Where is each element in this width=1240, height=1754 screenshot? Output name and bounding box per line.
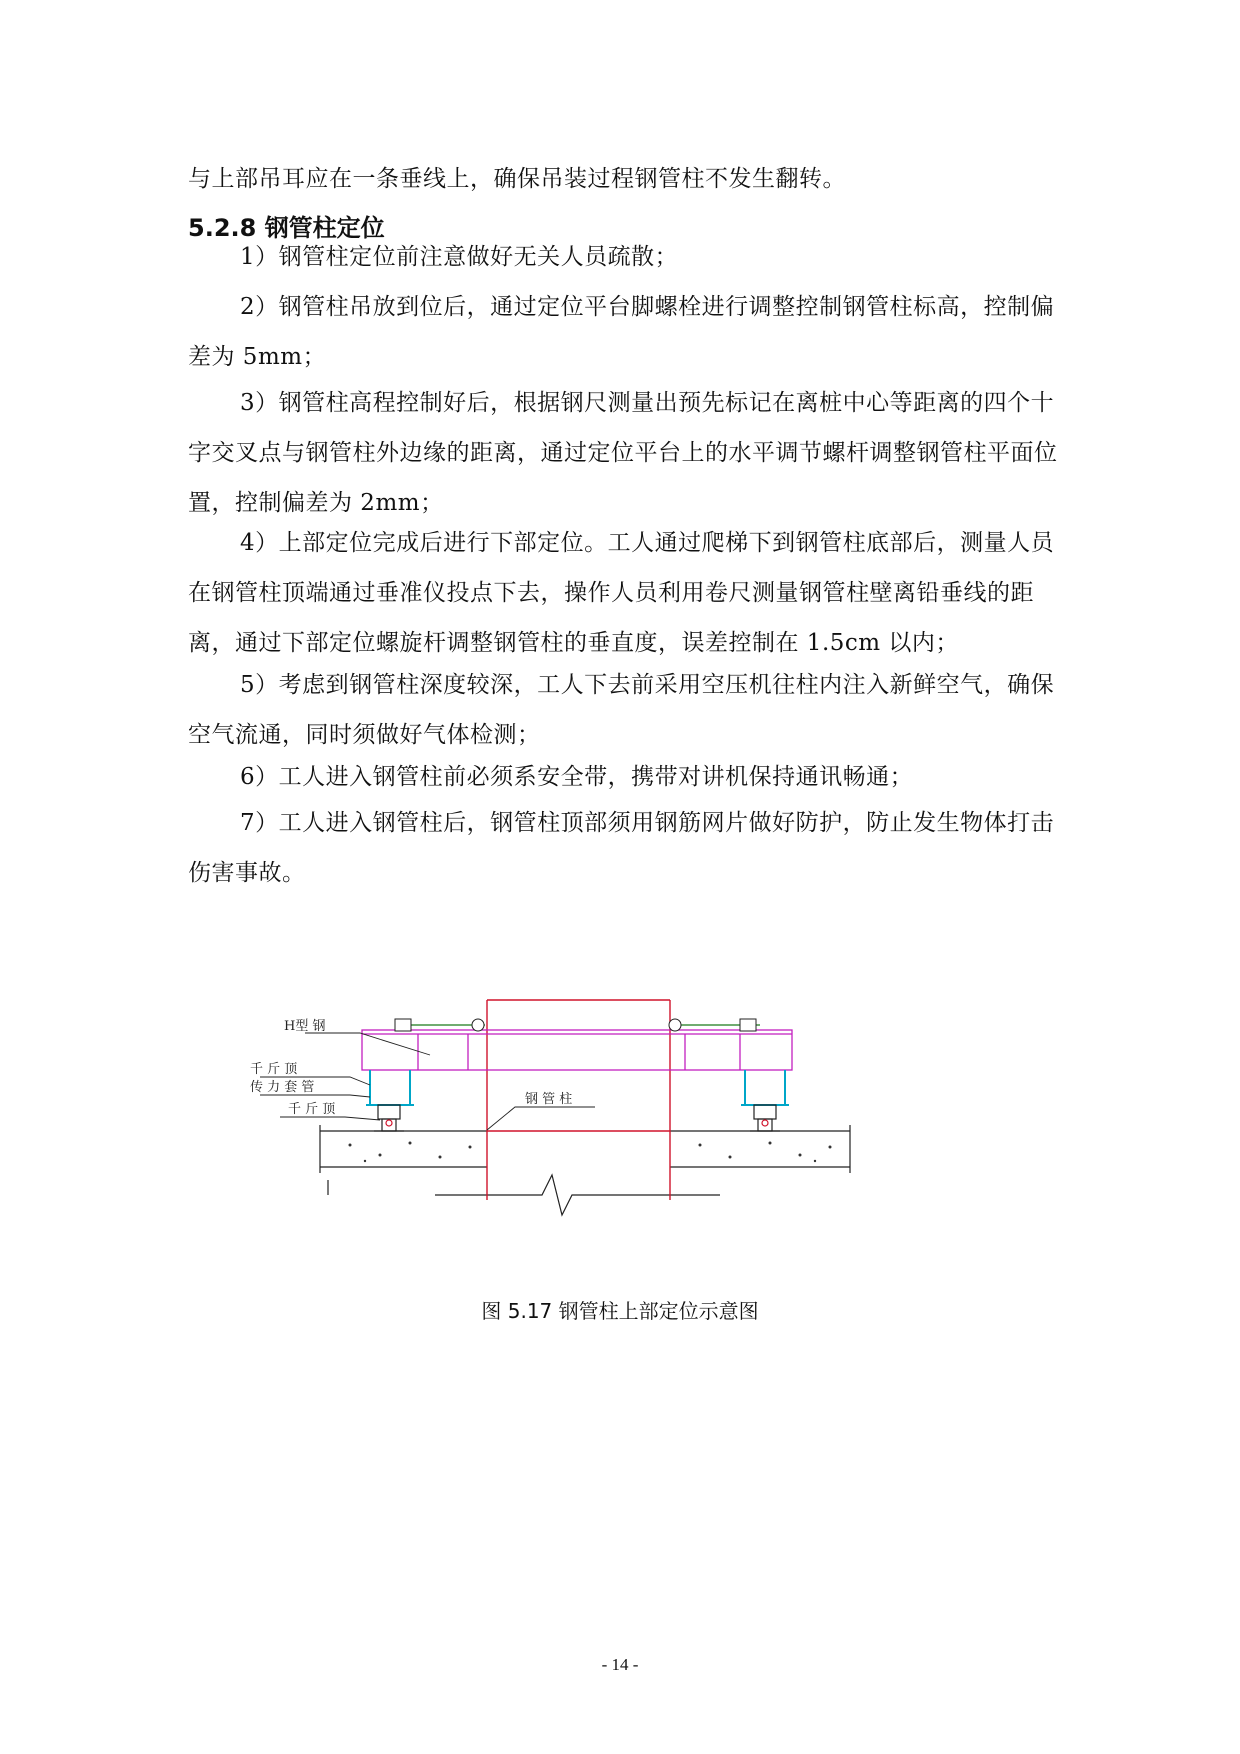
paragraph-item-4: 4）上部定位完成后进行下部定位。工人通过爬梯下到钢管柱底部后，测量人员在钢管柱顶端通过垂准仪投点下去，操作人员利用卷尺测量钢管柱壁离铅垂线的距离，通过下部定位螺旋杆调整钢管柱的垂直度，误差控制在 1.5cm 以内；: [188, 530, 1055, 656]
ground-slab-left: [320, 1125, 487, 1195]
figure-caption: 图 5.17 钢管柱上部定位示意图: [481, 1299, 759, 1323]
jack-assembly-left: [366, 1070, 414, 1105]
paragraph-item-6: 6）工人进入钢管柱前必须系安全带，携带对讲机保持通讯畅通；: [240, 764, 914, 790]
ground-slab-right: [670, 1125, 850, 1173]
jack-assembly-right: [741, 1070, 789, 1105]
paragraph-item-3: 3）钢管柱高程控制好后，根据钢尺测量出预先标记在离桩中心等距离的四个十字交叉点与钢管柱外边缘的距离，通过定位平台上的水平调节螺杆调整钢管柱平面位置，控制偏差为 2mm；: [188, 390, 1058, 516]
label-column: 钢 管 柱: [525, 1092, 573, 1107]
page-number: - 14 -: [601, 1655, 639, 1674]
concrete-speckles: [349, 1142, 832, 1163]
paragraph-item-7: 7）工人进入钢管柱后，钢管柱顶部须用钢筋网片做好防护，防止发生物体打击伤害事故。: [188, 810, 1055, 886]
paragraph-item-2: 2）钢管柱吊放到位后，通过定位平台脚螺栓进行调整控制钢管柱标高，控制偏差为 5mm；: [188, 294, 1055, 370]
jack-right: [750, 1105, 780, 1131]
label-sleeve: 传 力 套 管: [250, 1080, 315, 1095]
jack-left: [374, 1105, 404, 1131]
label-jack-top: 千 斤 顶: [250, 1062, 298, 1077]
label-jack: 千 斤 顶: [288, 1102, 336, 1117]
paragraph-continuation: 与上部吊耳应在一条垂线上，确保吊装过程钢管柱不发生翻转。: [188, 166, 846, 192]
paragraph-item-5: 5）考虑到钢管柱深度较深，工人下去前采用空压机往柱内注入新鲜空气，确保空气流通，同时须做好气体检测；: [188, 672, 1055, 748]
label-h-steel: H型 钢: [284, 1019, 326, 1034]
h-steel-beam: [362, 1030, 792, 1070]
section-heading: 5.2.8 钢管柱定位: [188, 214, 385, 242]
paragraph-item-1: 1）钢管柱定位前注意做好无关人员疏散；: [240, 244, 679, 270]
break-line: [435, 1175, 720, 1215]
column-positioning-diagram: [250, 1005, 970, 1265]
